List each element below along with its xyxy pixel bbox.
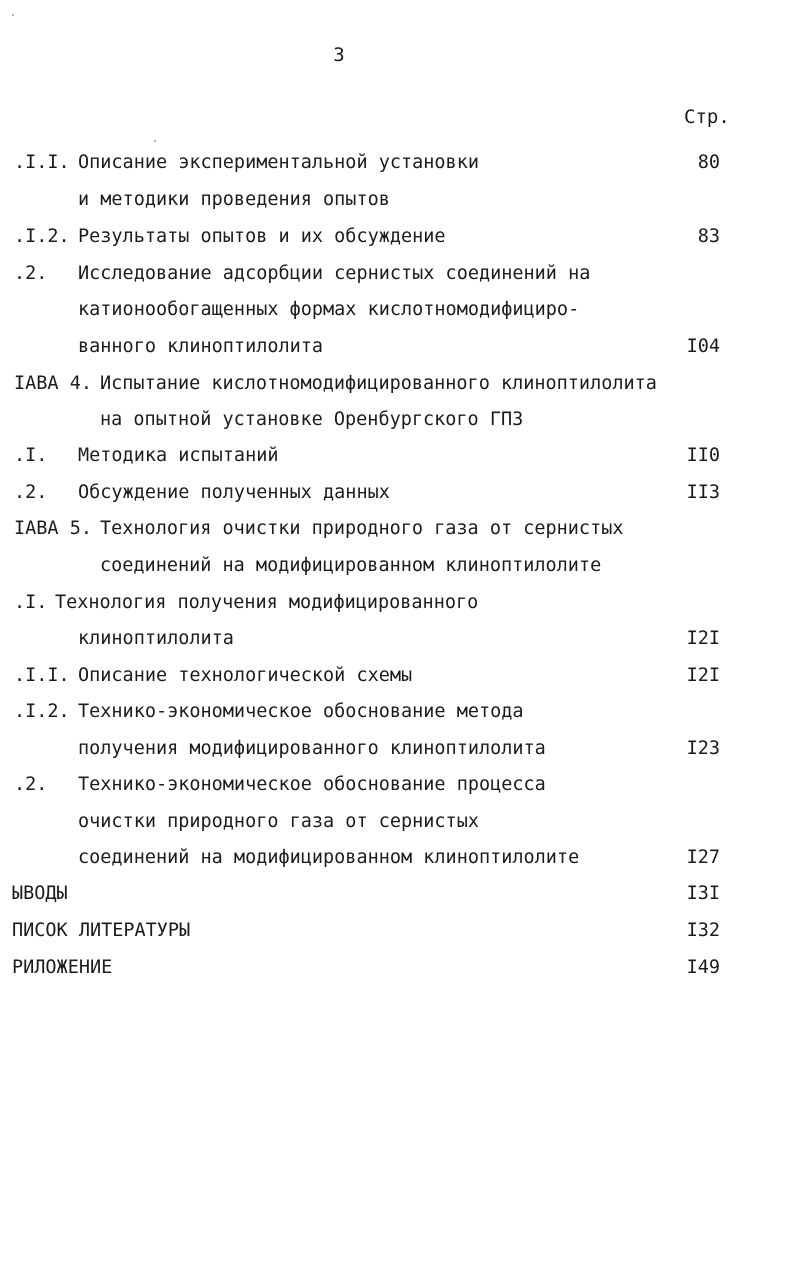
toc-page: 80 — [697, 152, 720, 173]
toc-number: .I.2. — [14, 226, 70, 247]
toc-line-15 — [0, 658, 794, 694]
toc-title: катионообогащенных формах кислотномодифициро- — [78, 299, 580, 320]
toc-number: .I. — [14, 445, 48, 466]
toc-page: 83 — [697, 226, 720, 247]
toc-number: IАВА 4. — [14, 373, 92, 394]
toc-title: Технология очистки природного газа от сернистых — [100, 518, 624, 539]
toc-line-1 — [0, 145, 794, 181]
toc-title: соединений на модифицированном клиноптилолите — [100, 555, 602, 576]
toc-line-10 — [0, 475, 794, 511]
toc-line-9 — [0, 438, 794, 474]
toc-title: клиноптилолита — [78, 628, 234, 649]
toc-heading: ПИСОК ЛИТЕРАТУРЫ — [12, 920, 191, 941]
toc-line-8 — [0, 402, 794, 438]
toc-number: .I.I. — [14, 152, 70, 173]
toc-line-12 — [0, 548, 794, 584]
toc-page: I2I — [686, 628, 720, 649]
toc-title: Исследование адсорбции сернистых соединений на — [78, 263, 591, 284]
toc-line-2 — [0, 182, 794, 218]
scan-speck — [12, 14, 14, 16]
toc-title: очистки природного газа от сернистых — [78, 811, 479, 832]
toc-page: I23 — [686, 738, 720, 759]
toc-number: .I. — [14, 592, 48, 613]
toc-number: .2. — [14, 482, 48, 503]
toc-line-18 — [0, 767, 794, 803]
toc-title: ванного клиноптилолита — [78, 336, 324, 357]
toc-title: соединений на модифицированном клиноптилолите — [78, 847, 580, 868]
toc-line-22 — [0, 913, 794, 949]
toc-title: Описание технологической схемы — [78, 665, 413, 686]
toc-heading: ЫВОДЫ — [12, 883, 68, 904]
toc-page: I2I — [686, 665, 720, 686]
toc-page: I32 — [686, 920, 720, 941]
toc-line-7 — [0, 366, 794, 402]
toc-page: I49 — [686, 957, 720, 978]
toc-page: I3I — [686, 883, 720, 904]
toc-page: II0 — [686, 445, 720, 466]
toc-line-17 — [0, 731, 794, 767]
toc-line-5 — [0, 292, 794, 328]
toc-title: на опытной установке Оренбургского ГПЗ — [100, 409, 524, 430]
toc-number: .I.I. — [14, 665, 70, 686]
toc-title: Описание экспериментальной установки — [78, 152, 479, 173]
toc-title: и методики проведения опытов — [78, 189, 390, 210]
toc-title: Технико-экономическое обоснование процесса — [78, 774, 546, 795]
toc-page: I27 — [686, 847, 720, 868]
toc-line-13 — [0, 585, 794, 621]
toc-line-16 — [0, 694, 794, 730]
toc-title: Технико-экономическое обоснование метода — [78, 701, 524, 722]
toc-line-11 — [0, 511, 794, 547]
toc-line-19 — [0, 804, 794, 840]
toc-title: Технология получения модифицированного — [55, 592, 479, 613]
toc-number: .I.2. — [14, 701, 70, 722]
toc-title: Методика испытаний — [78, 445, 279, 466]
toc-line-21 — [0, 876, 794, 912]
pages-column-label: Стр. — [684, 106, 730, 128]
toc-line-3 — [0, 219, 794, 255]
toc-heading: РИЛОЖЕНИЕ — [12, 957, 113, 978]
toc-line-6 — [0, 329, 794, 365]
toc-title: Испытание кислотномодифицированного клиноптилолита — [100, 373, 657, 394]
scan-speck — [154, 140, 156, 142]
toc-number: IАВА 5. — [14, 518, 92, 539]
toc-title: Обсуждение полученных данных — [78, 482, 390, 503]
toc-title: получения модифицированного клиноптилолита — [78, 738, 546, 759]
toc-number: .2. — [14, 774, 48, 795]
toc-page: II3 — [686, 482, 720, 503]
page-number: 3 — [333, 44, 345, 66]
toc-line-20 — [0, 840, 794, 876]
toc-line-23 — [0, 950, 794, 986]
toc-number: .2. — [14, 263, 48, 284]
toc-line-14 — [0, 621, 794, 657]
toc-title: Результаты опытов и их обсуждение — [78, 226, 446, 247]
toc-line-4 — [0, 256, 794, 292]
toc-page: I04 — [686, 336, 720, 357]
